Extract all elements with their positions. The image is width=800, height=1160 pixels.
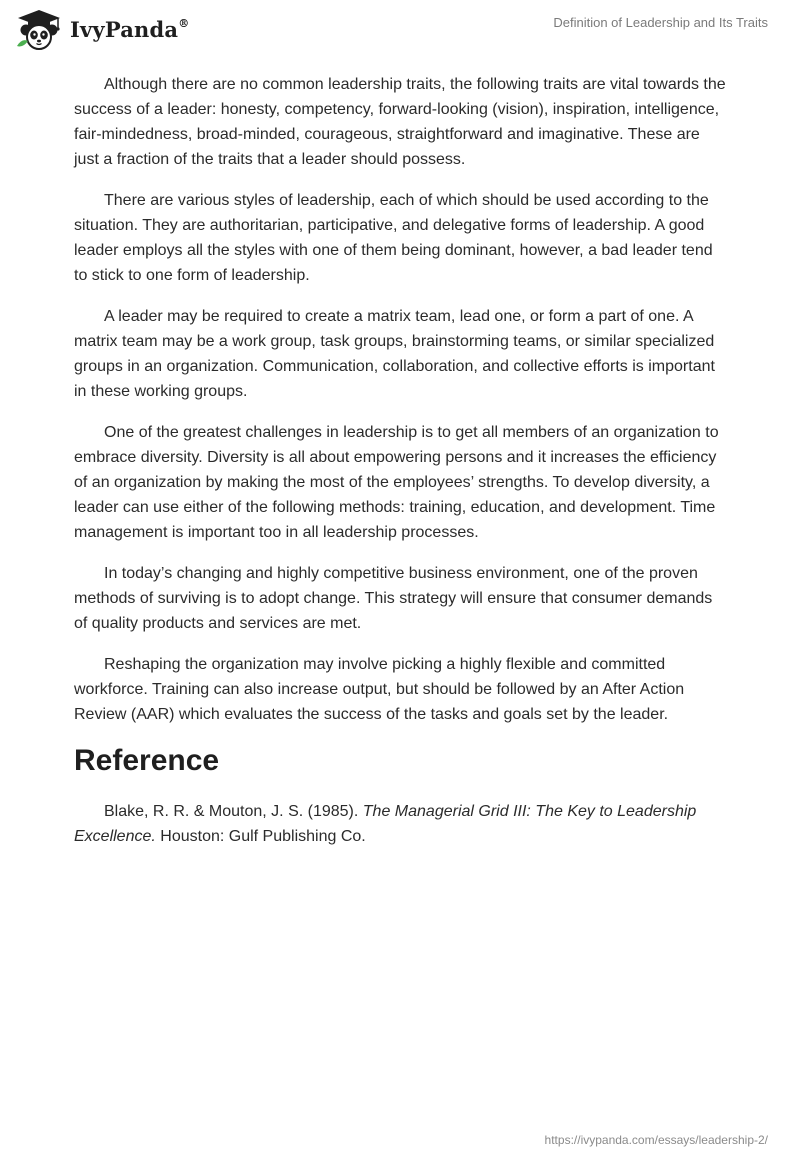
reference-book-title: The Managerial Grid III: The Key to Leadership Excellence. (74, 803, 697, 845)
document-title: Definition of Leadership and Its Traits (553, 15, 768, 30)
paragraph: Reshaping the organization may involve picking a highly flexible and committed workforce. Training can also increase output, but should be followed by an After Action Review (AAR) which evaluates the success of the tasks and goals set by the leader. (74, 656, 685, 723)
ivypanda-logo[interactable] (14, 8, 189, 50)
reference-heading: Reference (74, 744, 220, 777)
paragraph: In today’s changing and highly competitive business environment, one of the proven methods of surviving is to adopt change. This strategy will ensure that consumer demands of quality products and services are met. (74, 565, 713, 632)
page-header (0, 0, 800, 60)
brand-name: IvyPanda® (70, 16, 190, 42)
paragraph: Although there are no common leadership traits, the following traits are vital towards the success of a leader: honesty, competency, forward-looking (vision), inspiration, intelligence, fair-mindedness, broad-minded, courageous, straightforward and imaginative. These are just a fraction of the traits that a leader should possess. (74, 76, 726, 168)
reference-entry (74, 799, 728, 849)
essay-body (74, 72, 728, 865)
paragraph: There are various styles of leadership, each of which should be used according to the situation. They are authoritarian, participative, and delegative forms of leadership. A good leader employs all the styles with one of them being dominant, however, a bad leader tend to stick to one form of leadership. (74, 192, 713, 284)
reference-authors: Blake, R. R. & Mouton, J. S. (1985). (104, 803, 363, 820)
paragraph: One of the greatest challenges in leadership is to get all members of an organization to embrace diversity. Diversity is all about empowering persons and it increases the efficiency of an organization by making the most of the employees’ strengths. To develop diversity, a leader can use either of the following methods: training, education, and development. Time management is important too in all leadership processes. (74, 424, 719, 541)
reference-publisher: Houston: Gulf Publishing Co. (155, 828, 366, 845)
source-url[interactable]: https://ivypanda.com/essays/leadership-2/ (544, 1133, 768, 1147)
paragraph: A leader may be required to create a matrix team, lead one, or form a part of one. A matrix team may be a work group, task groups, brainstorming teams, or similar specialized groups in an organization. Communication, collaboration, and collective efforts is important in these working groups. (74, 308, 715, 400)
panda-graduate-icon (14, 8, 64, 50)
